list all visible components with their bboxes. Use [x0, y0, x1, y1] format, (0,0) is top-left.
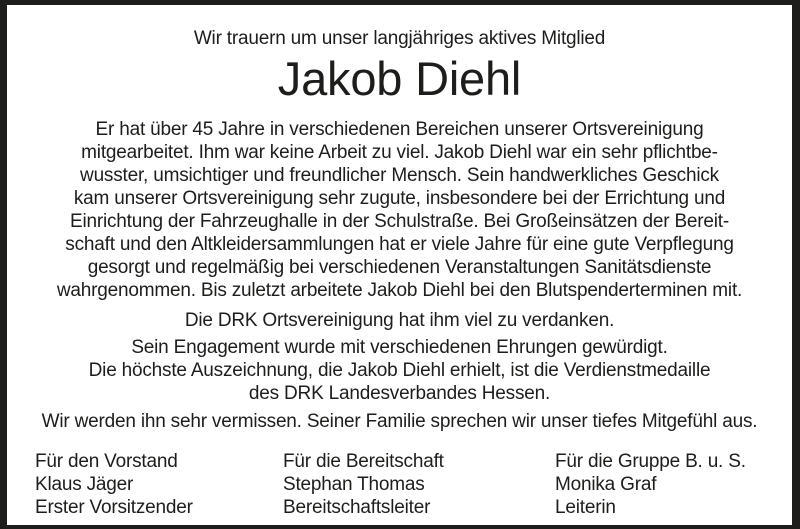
obituary-text-line: mitgearbeitet. Ihm war keine Arbeit zu viel. Jakob Diehl war ein sehr pflichtbe-: [81, 142, 718, 163]
signature-group-label: Für die Bereitschaft: [283, 451, 444, 472]
signature-block: [7, 450, 792, 519]
signature-column-bereitschaft: [283, 450, 555, 519]
signature-group-label: Für den Vorstand: [35, 451, 178, 472]
obituary-text-line: kam unserer Ortsvereinigung sehr zugute, insbesondere bei der Errichtung und: [73, 188, 726, 209]
obituary-text-line: Er hat über 45 Jahre in verschiedenen Bereichen unserer Ortsvereinigung: [95, 119, 704, 140]
signature-column-vorstand: [35, 450, 283, 519]
farewell-line: Wir werden ihn sehr vermissen. Seiner Familie sprechen wir unser tiefes Mitgefühl aus.: [41, 411, 758, 432]
obituary-text-line: wusster, umsichtiger und freundlicher Mensch. Sein handwerkliches Geschick: [80, 165, 719, 186]
signature-column-gruppe: [555, 450, 764, 519]
intro-line: Wir trauern um unser langjähriges aktives Mitglied: [193, 28, 606, 49]
deceased-name: Jakob Diehl: [277, 52, 522, 105]
signature-name: Monika Graf: [555, 474, 657, 495]
obituary-text-line: wahrgenommen. Bis zuletzt arbeitete Jakob Diehl bei den Blutspenderterminen mit.: [56, 280, 743, 301]
obituary-text-line: Einrichtung der Fahrzeughalle in der Schulstraße. Bei Großeinsätzen der Bereit-: [69, 211, 730, 232]
obituary-text-line: schaft und den Altkleidersammlungen hat er viele Jahre für eine gute Verpflegung: [65, 234, 734, 255]
honors-text-line: Sein Engagement wurde mit verschiedenen Ehrungen gewürdigt.: [131, 337, 668, 358]
thanks-line: Die DRK Ortsvereinigung hat ihm viel zu verdanken.: [184, 310, 615, 331]
obituary-paragraph: [7, 118, 792, 302]
signature-group-label: Für die Gruppe B. u. S.: [555, 451, 746, 472]
signature-role: Bereitschaftsleiter: [283, 497, 431, 518]
honors-text-line: des DRK Landesverbandes Hessen.: [248, 383, 551, 404]
signature-role: Leiterin: [555, 497, 616, 518]
obituary-text-line: gesorgt und regelmäßig bei verschiedenen Veranstaltungen Sanitätsdienste: [87, 257, 712, 278]
honors-text-line: Die höchste Auszeichnung, die Jakob Diehl erhielt, ist die Verdienstmedaille: [88, 360, 711, 381]
honors-paragraph: [7, 336, 792, 405]
signature-name: Klaus Jäger: [35, 474, 134, 495]
signature-name: Stephan Thomas: [283, 474, 425, 495]
signature-role: Erster Vorsitzender: [35, 497, 193, 518]
